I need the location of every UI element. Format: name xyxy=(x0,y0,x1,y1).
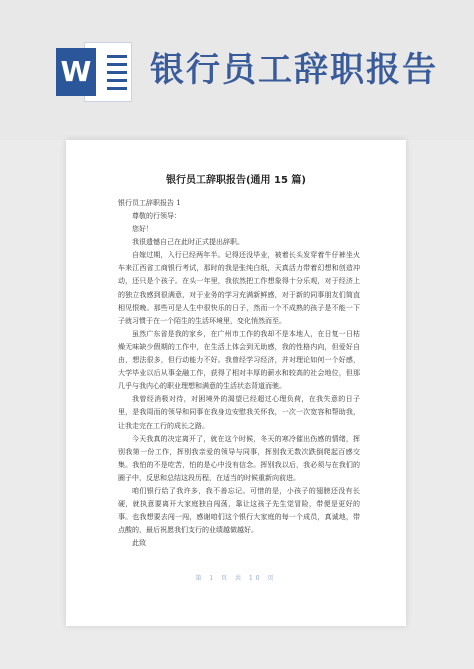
banner-title: 银行员工辞职报告 xyxy=(150,50,438,90)
word-icon xyxy=(56,38,134,104)
document-title: 银行员工辞职报告(通用 15 篇) xyxy=(165,175,307,186)
word-logo-letter: W xyxy=(56,48,96,96)
greeting: 您好！ xyxy=(132,225,153,234)
body-paragraph: 虽然广东省是我的家乡，在广州市工作的我却不是本地人，在日复一日枯燥无味缺少假期的工作中，在生活上体会到无助感，我的性格内向，但爱好自由，想法很多，但行动能力不好。我曾经学习经济，并对理论如何一个好感，大学毕业以后从事金融工作，获得了相对丰厚的薪水和较高的社会地位，但那几乎与我内心的职业理想和满意的生活状态背道而驰。 xyxy=(118,329,360,391)
document-page xyxy=(66,140,406,626)
salutation: 尊敬的行领导： xyxy=(132,212,181,220)
body-paragraph: 我曾经消极对待，对困境外的渴望已经超过心理负荷，在我失意的日子里，是我周而的领导和同事在我身边安慰我关怀我，一次一次宽容和帮助我，让我走完在工行的成长之路。 xyxy=(118,395,360,430)
document-body xyxy=(118,210,360,550)
document-subtitle: 银行员工辞职报告 1 xyxy=(118,199,181,207)
body-paragraph: 自嫁过期，入行已经两年半。记得还没毕业，被着长头发穿着牛仔裤坐火车来江西省工商银行考试，那时的我是张纯白纸，天真活力带着幻想和创造冲动，还只是个孩子。在头一年里，我依然把工作想象得十分乐观，对于经济上的独立我感到很满意，对于业务的学习充满新鲜感，对于新的同事朋友们简直相见恨晚。那些可是人生中很快乐的日子，然而一个不成熟的孩子是不能一下子就习惯于在一个陌生的生活环境里，变化悄然而至。 xyxy=(118,251,360,325)
body-paragraph: 我很遗憾自己在此时正式提出辞职。 xyxy=(132,238,244,247)
closing: 此致 xyxy=(132,539,146,548)
body-paragraph: 咱们银行给了我许多，我不善忘记。可惜的是，小孩子的翅膀还没有长硬，就执意要离开大家庭独自闯荡，靠让这孩子先生觉冒险，带便是更好的事。也我想要去闯一闯，感谢咱们这个银行大家庭的每一个成员，真诚地，带点酸的，最后祝愿我们支行的业绩越做越好。 xyxy=(118,486,360,535)
page-footer: 第 1 页 共 10 页 xyxy=(195,575,277,582)
document-banner xyxy=(0,0,474,140)
body-paragraph: 今天我真的决定离开了，就在这个时候，冬天的寒冷催出伤感的情绪，挥别我第一份工作，挥别我亲爱的领导与同事，挥别我无数次跌倒爬起百感交集。我怕的不是吃苦，怕的是心中没有信念。挥别我以后，我必须与在我们的圈子中，反思和总结这段历程，在适当的时候重新向前进。 xyxy=(118,434,360,482)
